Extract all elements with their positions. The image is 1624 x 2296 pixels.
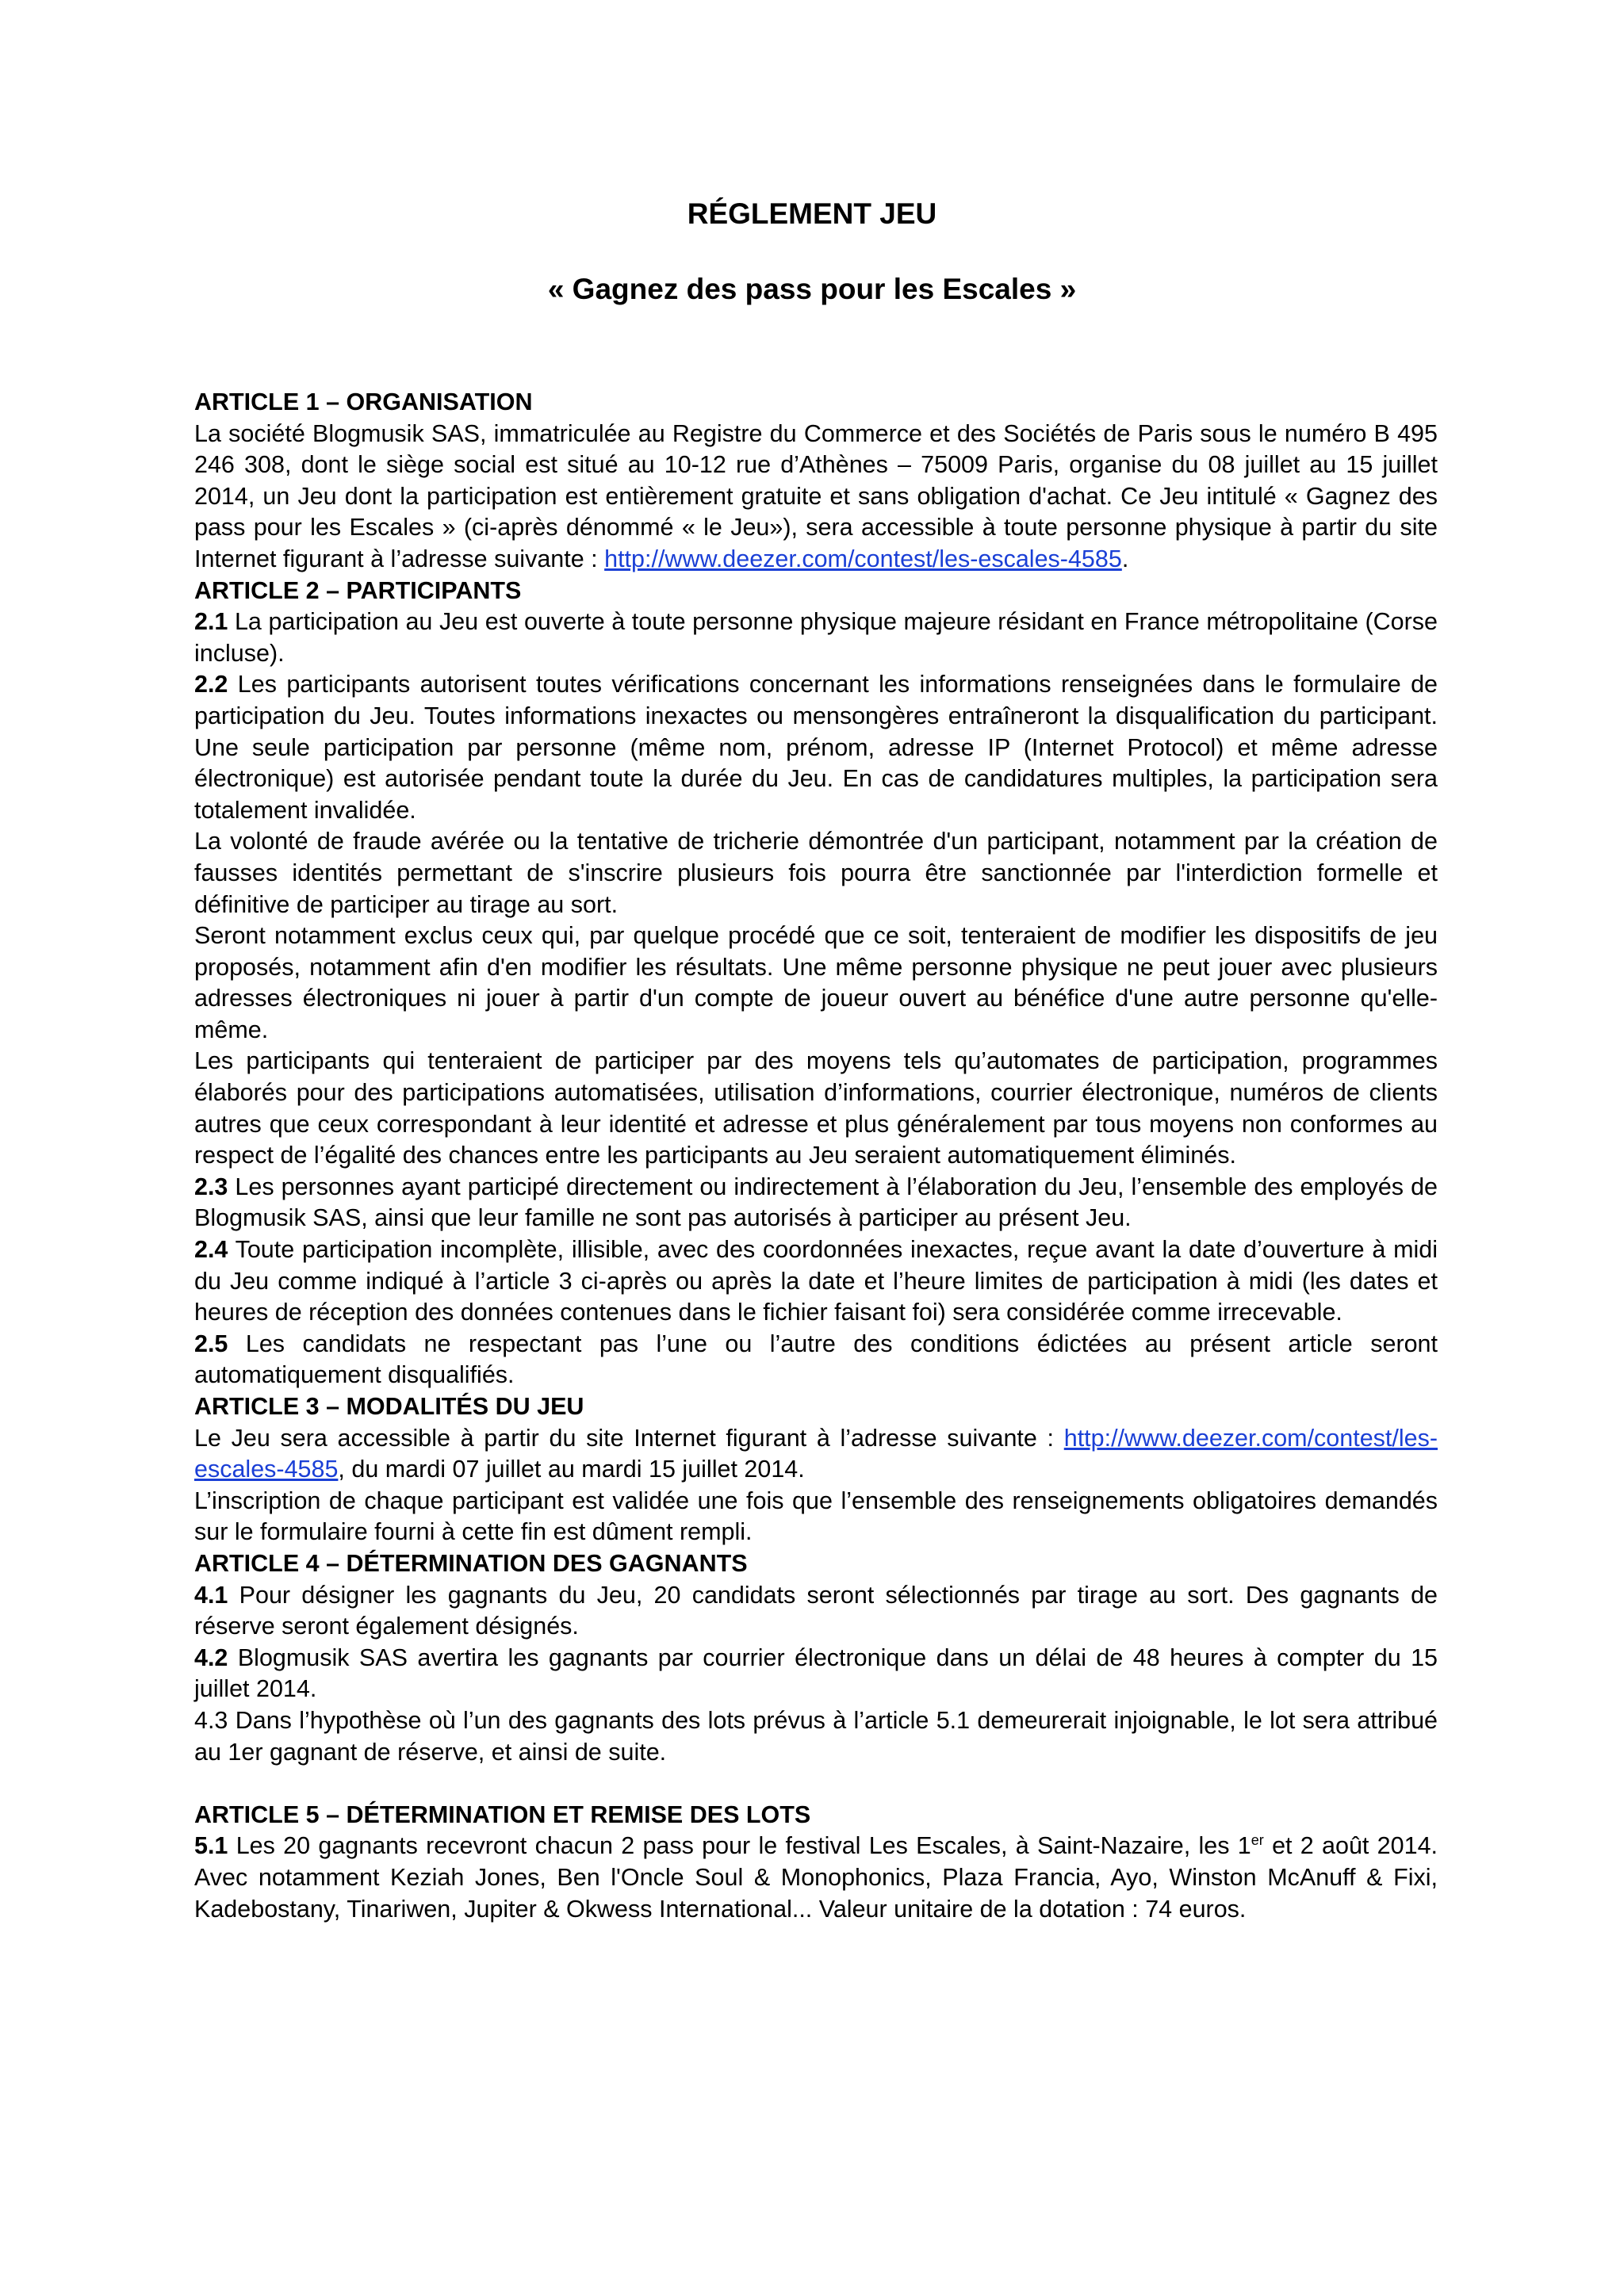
- article-1-text: La société Blogmusik SAS, immatriculée au Registre du Commerce et des Sociétés de Paris sous le numéro B 495 246 308, dont le siège social est situé au 10-12 rue d’Athènes – 75009 Paris, organise du 08 juillet au 15 juillet 2014, un Jeu dont la participation est entièrement gratuite et sans obligation d'achat. Ce Jeu intitulé « Gagnez des pass pour les Escales » (ci-après dénommé « le Jeu»), sera accessible à toute personne physique à partir du site Internet figurant à l’adresse suivante :: [194, 419, 1438, 572]
- clause-text: Les 20 gagnants recevront chacun 2 pass pour le festival Les Escales, à Saint-Nazaire, les 1: [228, 1832, 1251, 1860]
- article-3-dates: , du mardi 07 juillet au mardi 15 juillet 2014.: [338, 1456, 805, 1483]
- contest-link[interactable]: http://www.deezer.com/contest/les-escales-4585: [604, 545, 1122, 572]
- article-1-paragraph: [194, 419, 1438, 576]
- article-5-heading: ARTICLE 5 – DÉTERMINATION ET REMISE DES LOTS: [194, 1800, 811, 1828]
- document-subtitle: « Gagnez des pass pour les Escales »: [547, 273, 1077, 305]
- clause-number: 4.2: [194, 1644, 228, 1671]
- article-2-3: [194, 1172, 1438, 1234]
- clause-number: 2.1: [194, 608, 228, 636]
- clause-number: 2.5: [194, 1330, 228, 1357]
- clause-number: 5.1: [194, 1832, 228, 1860]
- article-1-text-end: .: [1121, 545, 1129, 572]
- article-3-heading: ARTICLE 3 – MODALITÉS DU JEU: [194, 1393, 584, 1420]
- clause-text: Les candidats ne respectant pas l’une ou l’autre des conditions édictées au présent article seront automatiquement disqualifiés.: [194, 1330, 1438, 1389]
- article-2-heading: ARTICLE 2 – PARTICIPANTS: [194, 576, 522, 604]
- clause-number: 2.3: [194, 1173, 228, 1200]
- article-4-2: [194, 1643, 1438, 1705]
- ordinal-superscript: er: [1251, 1832, 1264, 1849]
- clause-text: Toute participation incomplète, illisible, avec des coordonnées inexactes, reçue avant la date d’ouverture à midi du Jeu comme indiqué à l’article 3 ci-après ou après la date et l’heure limites de participation à midi (les dates et heures de réception des données contenues dans le fichier faisant foi) sera considérée comme irrecevable.: [194, 1236, 1438, 1326]
- clause-text: Blogmusik SAS avertira les gagnants par courrier électronique dans un délai de 48 heures à compter du 15 juillet 2014.: [194, 1644, 1438, 1703]
- clause-text: Les personnes ayant participé directement ou indirectement à l’élaboration du Jeu, l’ensemble des employés de Blogmusik SAS, ainsi que leur famille ne sont pas autorisés à participer au présent Jeu.: [194, 1173, 1438, 1232]
- article-1-heading: ARTICLE 1 – ORGANISATION: [194, 388, 533, 415]
- article-2-2: [194, 669, 1438, 826]
- clause-text: La participation au Jeu est ouverte à toute personne physique majeure résidant en France métropolitaine (Corse incluse).: [194, 608, 1438, 667]
- article-3-paragraph-1: [194, 1423, 1438, 1486]
- article-3-paragraph-2: L’inscription de chaque participant est validée une fois que l’ensemble des renseignements obligatoires demandés sur le formulaire fourni à cette fin est dûment rempli.: [194, 1487, 1438, 1546]
- clause-number: 4.1: [194, 1581, 228, 1609]
- contest-link[interactable]: http://www.deezer.com/contest/les-escales-4585: [194, 1424, 1438, 1483]
- clause-number: 2.2: [194, 671, 228, 698]
- article-4-heading: ARTICLE 4 – DÉTERMINATION DES GAGNANTS: [194, 1549, 748, 1577]
- article-2-4: [194, 1234, 1438, 1329]
- clause-text: Pour désigner les gagnants du Jeu, 20 candidats seront sélectionnés par tirage au sort. Des gagnants de réserve seront également désignés.: [194, 1581, 1438, 1640]
- article-2-5: [194, 1329, 1438, 1391]
- article-2-fraud-paragraph: La volonté de fraude avérée ou la tentative de tricherie démontrée d'un participant, notamment par la création de fausses identités permettant de s'inscrire plusieurs fois pourra être sanctionnée par l'interdiction formelle et définitive de participer au tirage au sort.: [194, 828, 1438, 918]
- article-5-1: [194, 1831, 1438, 1925]
- clause-number: 2.4: [194, 1236, 228, 1264]
- article-3-text: Le Jeu sera accessible à partir du site Internet figurant à l’adresse suivante :: [194, 1424, 1055, 1452]
- article-2-automation-paragraph: Les participants qui tenteraient de participer par des moyens tels qu’automates de participation, programmes élaborés pour des participations automatisées, utilisation d’informations, courrier électronique, numéros de clients autres que ceux correspondant à leur identité et adresse et plus généralement par tous moyens non conformes au respect de l’égalité des chances entre les participants au Jeu seraient automatiquement éliminés.: [194, 1047, 1438, 1169]
- article-4-1: [194, 1580, 1438, 1643]
- clause-text-continued: et 2 août 2014. Avec notamment Keziah Jones, Ben l'Oncle Soul & Monophonics, Plaza Francia, Ayo, Winston McAnuff & Fixi, Kadebostany, Tinariwen, Jupiter & Okwess International... Valeur unitaire de la dotation : 74 euros.: [194, 1832, 1438, 1923]
- article-4-3: 4.3 Dans l’hypothèse où l’un des gagnants des lots prévus à l’article 5.1 demeurerait injoignable, le lot sera attribué au 1er gagnant de réserve, et ainsi de suite.: [194, 1706, 1438, 1766]
- document-title: RÉGLEMENT JEU: [687, 197, 937, 230]
- article-2-1: [194, 607, 1438, 669]
- clause-text: Les participants autorisent toutes vérifications concernant les informations renseignées dans le formulaire de participation du Jeu. Toutes informations inexactes ou mensongères entraîneront la disqualification du participant. Une seule participation par personne (même nom, prénom, adresse IP (Internet Protocol) et même adresse électronique) est autorisée pendant toute la durée du Jeu. En cas de candidatures multiples, la participation sera totalement invalidée.: [194, 671, 1438, 824]
- document-body: [194, 387, 1438, 1925]
- article-2-exclusion-paragraph: Seront notamment exclus ceux qui, par quelque procédé que ce soit, tenteraient de modifier les dispositifs de jeu proposés, notamment afin d'en modifier les résultats. Une même personne physique ne peut jouer avec plusieurs adresses électroniques ni jouer à partir d'un compte de joueur ouvert au bénéfice d'une autre personne qu'elle-même.: [194, 922, 1438, 1043]
